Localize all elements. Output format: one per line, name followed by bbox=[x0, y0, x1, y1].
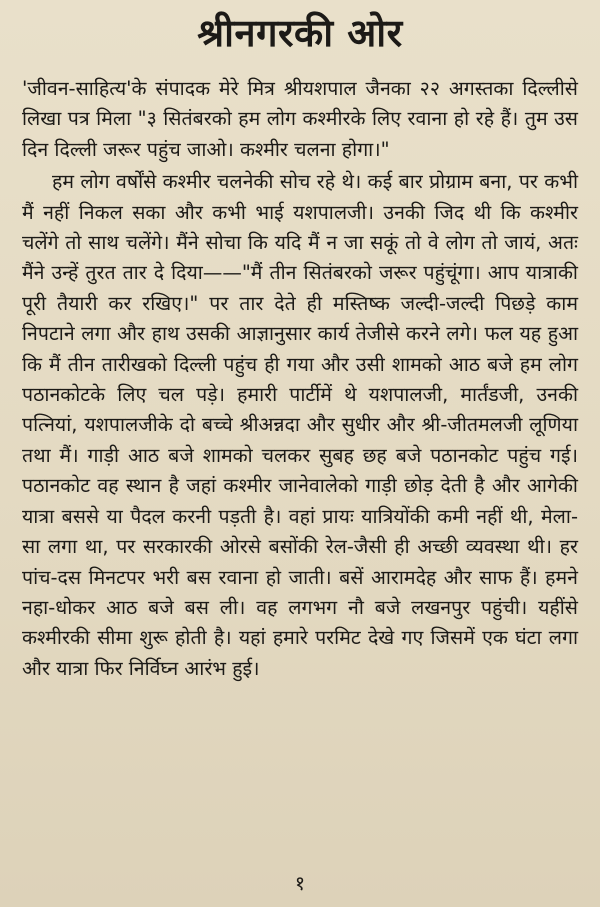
chapter-title: श्रीनगरकी ओर bbox=[197, 11, 403, 55]
paragraph-letter: 'जीवन-साहित्य'के संपादक मेरे मित्र श्रीयशपाल जैनका २२ अगस्तका दिल्लीसे लिखा पत्र मिला "३ सितंबरको हम लोग कश्मीरके लिए रवाना हो रहे हैं। तुम उस दिन दिल्ली जरूर पहुंच जाओ। कश्मीर चलना होगा।" bbox=[22, 77, 578, 161]
paragraph-journey: हम लोग वर्षोंसे कश्मीर चलनेकी सोच रहे थे। कई बार प्रोग्राम बना, पर कभी मैं नहीं निकल सका और कभी भाई यशपालजी। उनकी जिद थी कि कश्मीर चलेंगे तो साथ चलेंगे। मैंने सोचा कि यदि मैं न जा सकूं तो वे लोग तो जायं, अतः मैंने उन्हें तुरत तार दे दिया——"मैं तीन सितंबरको जरूर पहुंचूंगा। आप यात्राकी पूरी तैयारी कर रखिए।" पर तार देते ही मस्तिष्क जल्दी-जल्दी पिछड़े काम निपटाने लगा और हाथ उसकी आज्ञानुसार कार्य तेजीसे करने लगे। फल यह हुआ कि मैं तीन तारीखको दिल्ली पहुंच ही गया और उसी शामको आठ बजे हम लोग पठानकोटके लिए चल पड़े। हमारी पार्टीमें थे यशपालजी, मार्तंडजी, उनकी पत्नियां, यशपालजीके दो बच्चे श्रीअन्नदा और सुधीर और श्री-जीतमलजी लूणिया तथा मैं। गाड़ी आठ बजे शामको चलकर सुबह छह बजे पठानकोट पहुंच गई। पठानकोट वह स्थान है जहां कश्मीर जानेवालेको गाड़ी छोड़ देती है और आगेकी यात्रा बससे या पैदल करनी पड़ती है। वहां प्रायः यात्रियोंकी कमी नहीं थी, मेला-सा लगा था, पर सरकारकी ओरसे बसोंकी रेल-जैसी ही अच्छी व्यवस्था थी। हर पांच-दस मिनटपर भरी बस रवाना हो जाती। बसें आरामदेह और साफ हैं। हमने नहा-धोकर आठ बजे बस ली। वह लगभग नौ बजे लखनपुर पहुंची। यहींसे कश्मीरकी सीमा शुरू होती है। यहां हमारे परमिट देखे गए जिसमें एक घंटा लगा और यात्रा फिर निर्विघ्न आरंभ हुई। bbox=[22, 170, 578, 680]
page-number: १ bbox=[294, 871, 306, 895]
body-text bbox=[22, 74, 578, 684]
